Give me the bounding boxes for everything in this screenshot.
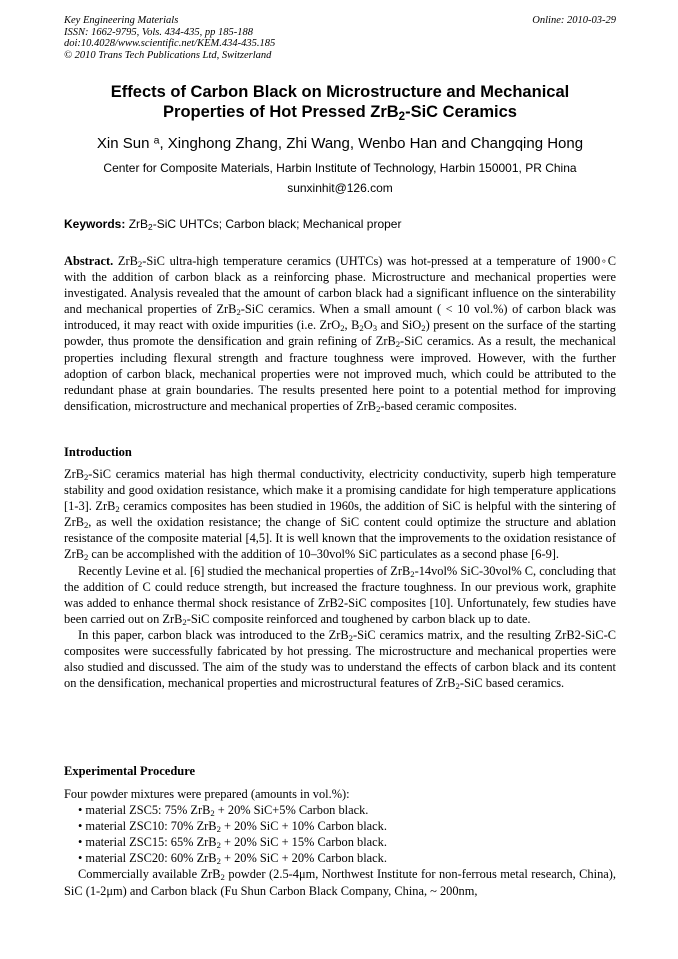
affiliation: Center for Composite Materials, Harbin Institute of Technology, Harbin 150001, PR China: [103, 161, 577, 175]
title-line-2: Properties of Hot Pressed ZrB$_2$-SiC Ceramics: [163, 103, 517, 123]
experimental-body: [64, 786, 616, 899]
journal-header: [64, 15, 616, 61]
list-item: • material ZSC5: 75% ZrB$_2$ + 20% SiC+5% Carbon black.: [78, 803, 369, 819]
author-list: Xin Sun $^a$, Xinghong Zhang, Zhi Wang, Wenbo Han and Changqing Hong: [96, 134, 584, 152]
introduction-body: [64, 466, 616, 691]
paper-title: [64, 82, 616, 122]
keywords: Keywords: ZrB$_2$-SiC UHTCs; Carbon black; Mechanical proper: [64, 217, 402, 233]
paragraph: Recently Levine et al. [6] studied the mechanical properties of ZrB$_2$-14vol% SiC-30vol% C, concluding that the addition of C could reduce strength, but increased the fracture toughness. In our previous work, graphite was added to enhance thermal shock resistance of ZrB2-SiC composites [10]. Unfortunately, few studies have been carried out on ZrB$_2$-SiC composite reinforced and toughened by carbon black up to date.: [64, 563, 616, 627]
paragraph: ZrB$_2$-SiC ceramics material has high thermal conductivity, electricity conductivity, superb high temperature stability and good oxidation resistance, which make it a promising candidate for high temperature applications [1-3]. ZrB$_2$ ceramics composites has been studied in 1960s, the addition of SiC is helpful with the sintering of ZrB$_2$, as well the oxidation resistance; the change of SiC content could optimize the structure and ablation resistance of the composite material [4,5]. It is well known that the improvements to the oxidation resistance of ZrB$_2$ can be accomplished with the addition of 10–30vol% SiC particulates as a second phase [6-9].: [64, 467, 616, 563]
list-item: • material ZSC15: 65% ZrB$_2$ + 20% SiC + 15% Carbon black.: [78, 835, 387, 851]
keywords-label: Keywords:: [64, 217, 126, 231]
abstract-label: Abstract.: [64, 254, 114, 268]
journal-issn: ISSN: 1662-9795, Vols. 434-435, pp 185-188: [64, 26, 253, 38]
list-item: • material ZSC20: 60% ZrB$_2$ + 20% SiC + 20% Carbon black.: [78, 851, 387, 867]
abstract: Abstract. ZrB$_2$-SiC ultra-high temperature ceramics (UHTCs) was hot-pressed at a temperature of 1900◦C with the addition of carbon black as a reinforcing phase. Microstructure and mechanical properties were investigated. Analysis revealed that the amount of carbon black had a significant influence on the sinterability and mechanical properties of ZrB$_2$-SiC ceramics. When a small amount ( < 10 vol.%) of carbon black was introduced, it may react with oxide impurities (i.e. ZrO$_2$, $B_2O_3$ and SiO$_2$) present on the surface of the starting powder, thus promote the densification and grain refining of ZrB$_2$-SiC ceramics. As a result, the mechanical properties including flexural strength and fracture toughness were improved. However, with the further adoption of carbon black, mechanical properties were not improved much, which could be attributed to the redundant phase at grain boundaries. The results presented here point to a potential method for improving densification, microstructure and mechanical properties of ZrB$_2$-based ceramic composites.: [64, 254, 616, 414]
journal-name: Key Engineering Materials: [64, 15, 179, 26]
author-email[interactable]: sunxinhit@126.com: [287, 181, 393, 195]
affiliation-mark: a: [153, 134, 160, 147]
paragraph: Four powder mixtures were prepared (amounts in vol.%):: [64, 787, 350, 801]
journal-copyright: © 2010 Trans Tech Publications Ltd, Switzerland: [64, 49, 272, 61]
paragraph: Commercially available ZrB$_2$ powder (2.5-4μm, Northwest Institute for non-ferrous metal research, China), SiC (1-2μm) and Carbon black (Fu Shun Carbon Black Company, China, ~ 200nm,: [64, 867, 616, 898]
paragraph: In this paper, carbon black was introduced to the ZrB$_2$-SiC ceramics matrix, and the resulting ZrB2-SiC-C composites were successfully fabricated by hot pressing. The microstructure and mechanical properties were also studied and discussed. The aim of the study was to understand the effects of carbon black and its content on the densification, mechanical properties and microstructural features of ZrB$_2$-SiC based ceramics.: [64, 627, 616, 692]
section-heading-introduction: Introduction: [64, 445, 132, 459]
journal-doi: doi:10.4028/www.scientific.net/KEM.434-435.185: [64, 38, 276, 49]
section-heading-experimental: Experimental Procedure: [64, 764, 196, 778]
title-line-1: Effects of Carbon Black on Microstructure and Mechanical: [110, 83, 570, 101]
online-date: Online: 2010-03-29: [532, 15, 616, 26]
list-item: • material ZSC10: 70% ZrB$_2$ + 20% SiC + 10% Carbon black.: [78, 819, 387, 835]
